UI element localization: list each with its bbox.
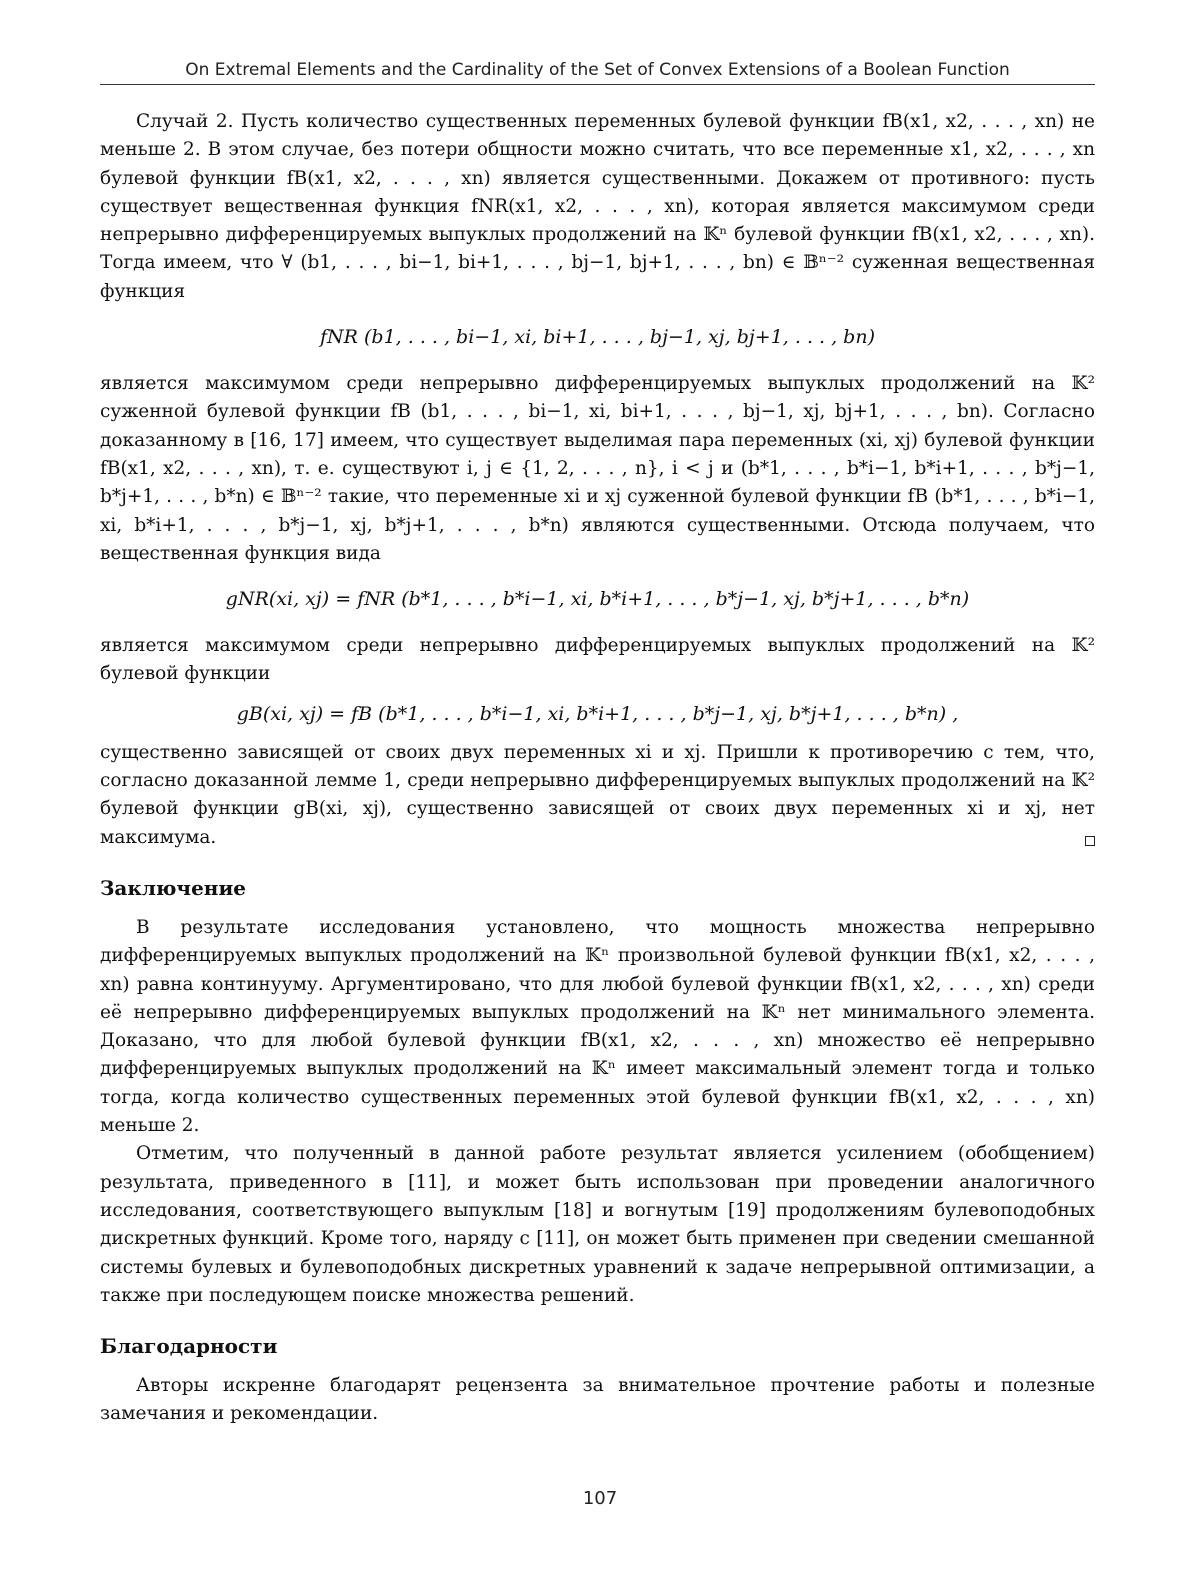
qed-square-icon — [1085, 836, 1095, 846]
proof-end — [100, 739, 1095, 852]
main-text — [100, 108, 1095, 1429]
header-rule — [100, 84, 1095, 85]
proof-paragraph-2: является максимумом среди непрерывно дифференцируемых выпуклых продолжений на 𝕂² суженной булевой функции fB (b1, . . . , bi−1, xi, bi+1, . . . , bj−1, xj, bj+1, . . . , bn). Согласно доказанному в [16, 17] имеем, что существует выделимая пара переменных (xi, xj) булевой функции fB(x1, x2, . . . , xn), т. е. существуют i, j ∈ {1, 2, . . . , n}, i < j и (b*1, . . . , b*i−1, b*i+1, . . . , b*j−1, b*j+1, . . . , b*n) ∈ 𝔹ⁿ⁻² такие, что переменные xi и xj суженной булевой функции fB (b*1, . . . , b*i−1, xi, b*i+1, . . . , b*j−1, xj, b*j+1, . . . , b*n) являются существенными. Отсюда получаем, что вещественная функция вида — [100, 373, 1095, 564]
page-number: 107 — [582, 1488, 618, 1509]
equation-gb — [100, 699, 1095, 729]
conclusion-paragraph-2: Отметим, что полученный в данной работе результат является усилением (обобщением) результата, приведенного в [11], и может быть использован при проведении аналогичного исследования, соответствующего выпуклым [18] и вогнутым [19] продолжениям булевоподобных дискретных функций. Кроме того, наряду с [11], он может быть применен при сведении смешанной системы булевых и булевоподобных дискретных уравнений к задаче непрерывной оптимизации, а также при последующем поиске множества решений. — [100, 1143, 1095, 1306]
equation-1: fNR (b1, . . . , bi−1, xi, bi+1, . . . , bj−1, xj, bj+1, . . . , bn) — [320, 326, 875, 349]
conclusion-paragraph-1: В результате исследования установлено, что мощность множества непрерывно дифференцируемых выпуклых продолжений на 𝕂ⁿ произвольной булевой функции fB(x1, x2, . . . , xn) равна континууму. Аргументировано, что для любой булевой функции fB(x1, x2, . . . , xn) среди её непрерывно дифференцируемых выпуклых продолжений на 𝕂ⁿ нет минимального элемента. Доказано, что для любой булевой функции fB(x1, x2, . . . , xn) множество её непрерывно дифференцируемых выпуклых продолжений на 𝕂ⁿ имеет максимальный элемент тогда и только тогда, когда количество существенных переменных этой булевой функции fB(x1, x2, . . . , xn) меньше 2. — [100, 916, 1095, 1137]
equation-gnr — [100, 584, 1095, 614]
equation-2: gNR(xi, xj) = fNR (b*1, . . . , b*i−1, xi, b*i+1, . . . , b*j−1, xj, b*j+1, . . . , b*n) — [225, 588, 970, 611]
proof-paragraph-4: существенно зависящей от своих двух переменных xi и xj. Пришли к противоречию с тем, что, согласно доказанной лемме 1, среди непрерывно дифференцируемых выпуклых продолжений на 𝕂² булевой функции gB(xi, xj), существенно зависящей от своих двух переменных xi и xj, нет максимума. — [100, 741, 1095, 848]
equation-3: gB(xi, xj) = fB (b*1, . . . , b*i−1, xi, b*i+1, . . . , b*j−1, xj, b*j+1, . . . , b*n) , — [236, 702, 959, 725]
running-title: On Extremal Elements and the Cardinality of the Set of Convex Extensions of a Boolean Function — [185, 60, 1010, 80]
proof-paragraph-3: является максимумом среди непрерывно дифференцируемых выпуклых продолжений на 𝕂² булевой функции — [100, 635, 1095, 685]
proof-paragraph-1: Случай 2. Пусть количество существенных переменных булевой функции fB(x1, x2, . . . , xn) не меньше 2. В этом случае, без потери общности можно считать, что все переменные x1, x2, . . . , xn булевой функции fB(x1, x2, . . . , xn) является существенными. Докажем от противного: пусть существует вещественная функция fNR(x1, x2, . . . , xn), которая является максимумом среди непрерывно дифференцируемых выпуклых продолжений на 𝕂ⁿ булевой функции fB(x1, x2, . . . , xn). Тогда имеем, что ∀ (b1, . . . , bi−1, bi+1, . . . , bj−1, bj+1, . . . , bn) ∈ 𝔹ⁿ⁻² суженная вещественная функция — [100, 111, 1095, 302]
acknowledgements-heading: Благодарности — [100, 1334, 278, 1359]
equation-restricted-function — [100, 322, 1095, 352]
acknowledgements-paragraph: Авторы искренне благодарят рецензента за внимательное прочтение работы и полезные замечания и рекомендации. — [100, 1375, 1095, 1425]
conclusion-heading: Заключение — [100, 875, 246, 900]
